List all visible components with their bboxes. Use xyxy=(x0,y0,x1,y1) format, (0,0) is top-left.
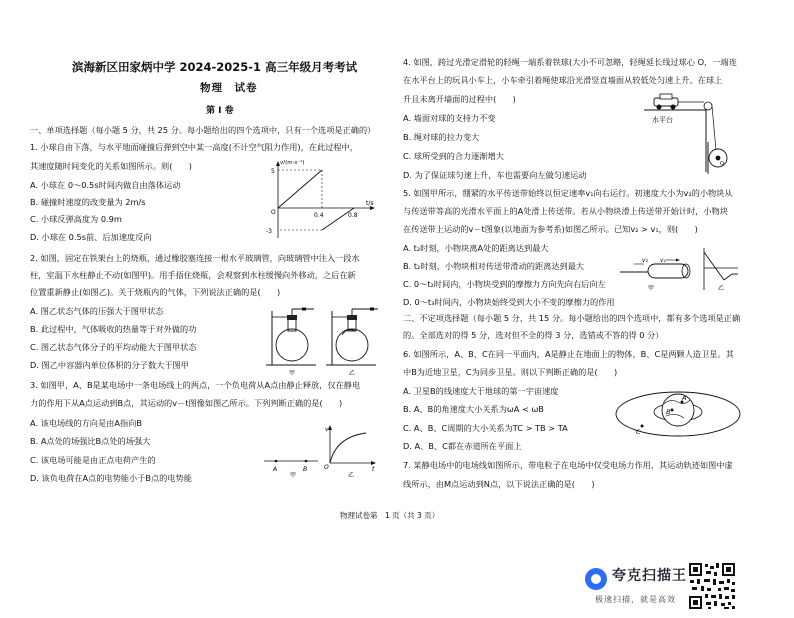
q6-option-d: D. A、B、C都在赤道所在平面上 xyxy=(403,441,522,451)
q5-label-jia: 甲 xyxy=(648,285,655,292)
q6-option-b: B. A、B的角速度大小关系为ωA < ωB xyxy=(403,404,544,414)
q5-label-v1: v₁ xyxy=(660,257,666,264)
q1-graph-x08: 0.8 xyxy=(348,212,358,219)
q3-graph-v: v xyxy=(325,426,329,433)
part-title: 第 I 卷 xyxy=(206,106,234,116)
q1-option-d: D. 小球在 0.5s前、后加速度反向 xyxy=(30,232,152,242)
q5-option-a: A. t₂时刻，小物块离A处的距离达到最大 xyxy=(403,243,549,253)
q4-stem-line1: 4. 如图，跨过光滑定滑轮的轻绳一端系着铁球(大小不可忽略，轻绳延长线过球心 O，一端连 xyxy=(403,57,737,67)
q5-option-b: B. t₂时刻，小物块相对传送带滑动的距离达到最大 xyxy=(403,261,585,271)
q4-pulley-diagram xyxy=(640,92,732,176)
q3-label-b: B xyxy=(303,466,308,473)
q5-label-v2: v₂ xyxy=(642,257,648,264)
q2-option-b: B. 此过程中，气体吸收的热量等于对外做的功 xyxy=(30,324,197,334)
q6-label-b: B xyxy=(666,408,671,416)
q3-option-d: D. 该负电荷在A点的电势能小于B点的电势能 xyxy=(30,473,192,483)
q6-option-a: A. 卫星B的线速度大于地球的第一宇宙速度 xyxy=(403,386,559,396)
q1-option-b: B. 碰撞时速度的改变量为 2m/s xyxy=(30,197,146,207)
q3-option-b: B. A点处的场强比B点处的场强大 xyxy=(30,436,151,446)
q3-label-a: A xyxy=(273,466,278,473)
q3-label-yi: 乙 xyxy=(348,472,355,479)
q4-label-o: O xyxy=(720,161,724,167)
scanner-slogan: 极速扫描，就是高效 xyxy=(595,595,676,604)
q1-graph-origin: O xyxy=(271,209,276,216)
q4-stem-line3: 升且未离开墙面的过程中( ) xyxy=(403,94,516,104)
q6-orbit-diagram xyxy=(612,380,744,448)
q4-stem-line2: 在水平台上的玩具小车上，小车牵引着绳使球沿光滑竖直墙面从较低处匀速上升。在球上 xyxy=(403,75,723,85)
q2-stem-line3: 位置重新静止(如图乙)。关于烧瓶内的气体，下列说法正确的是( ) xyxy=(30,287,281,297)
q6-option-c: C. A、B、C周期的大小关系为TC > TB > TA xyxy=(403,423,568,433)
q1-stem-line2: 其速度随时间变化的关系如图所示。则( ) xyxy=(30,161,192,171)
q7-stem-line2: 线所示，由M点运动到N点，以下说法正确的是( ) xyxy=(403,479,595,489)
section2-heading-line2: 的。全部选对的得 5 分，选对但不全的得 3 分，选错或不答的得 0 分） xyxy=(403,330,664,340)
qr-code-icon xyxy=(688,562,736,610)
q2-option-a: A. 图乙状态气体的压强大于图甲状态 xyxy=(30,306,164,316)
q3-label-jia: 甲 xyxy=(290,472,297,479)
q4-platform-label: 水平台 xyxy=(652,116,673,124)
q2-flask-diagram xyxy=(262,305,382,377)
q1-stem-line1: 1. 小球自由下落，与水平地面碰撞后弹到空中某一高度(不计空气阻力作用)，在此过程中， xyxy=(30,142,358,152)
q1-option-c: C. 小球反弹高度为 0.9m xyxy=(30,214,122,224)
q4-option-b: B. 绳对球的拉力变大 xyxy=(403,132,480,142)
q2-option-d: D. 图乙中容器内单位体积的分子数大于图甲 xyxy=(30,360,189,370)
q6-label-a: A xyxy=(682,394,687,402)
q2-stem-line1: 2. 如图，固定在铁架台上的烧瓶，通过橡胶塞连接一根水平玻璃管，向玻璃管中注入一段水 xyxy=(30,253,360,263)
q5-label-yi: 乙 xyxy=(718,285,725,292)
q3-field-line-diagram xyxy=(262,425,380,477)
q4-option-a: A. 墙面对球的支持力不变 xyxy=(403,113,496,123)
q1-graph-ym3: -3 xyxy=(266,228,272,235)
q3-stem-line1: 3. 如图甲，A、B是某电场中一条电场线上的两点，一个负电荷从A点由静止释放，仅在静电 xyxy=(30,380,361,390)
q6-label-c: C xyxy=(636,428,641,436)
q2-stem-line2: 柱，室温下水柱静止不动(如图甲)。用手捂住烧瓶，会观察到水柱缓慢向外移动，之后在新 xyxy=(30,270,356,280)
q1-vt-graph xyxy=(268,158,378,248)
q1-graph-xlabel: t/s xyxy=(366,200,374,207)
q3-graph-t: t xyxy=(372,466,375,473)
q5-option-c: C. 0～t₂时间内，小物块受到的摩擦力方向先向右后向左 xyxy=(403,279,606,289)
q5-stem-line1: 5. 如图甲所示，绷紧的水平传送带始终以恒定速率v₁向右运行。初速度大小为v₂的小物块从 xyxy=(403,188,733,198)
q5-stem-line2: 与传送带等高的光滑水平面上的A处滑上传送带。若从小物块滑上传送带开始计时，小物块 xyxy=(403,206,728,216)
section2-heading-line1: 二、不定项选择题（每小题 5 分，共 15 分。每小题给出的四个选项中，都有多个选项是正确 xyxy=(403,313,741,323)
q5-option-d: D. 0～t₃时间内，小物块始终受到大小不变的摩擦力的作用 xyxy=(403,297,615,307)
q1-option-a: A. 小球在 0～0.5s时间内做自由落体运动 xyxy=(30,180,181,190)
q2-option-c: C. 图乙状态气体分子的平均动能大于图甲状态 xyxy=(30,342,197,352)
q3-graph-origin: O xyxy=(324,464,329,471)
q2-label-jia: 甲 xyxy=(289,370,296,377)
q6-stem-line2: 中B为近地卫星，C为同步卫星。则以下判断正确的是( ) xyxy=(403,367,618,377)
subject-title: 物理 试卷 xyxy=(200,82,258,94)
q5-conveyor-diagram xyxy=(620,246,740,292)
q4-option-d: D. 为了保证球匀速上升，车也需要向左做匀速运动 xyxy=(403,170,587,180)
section1-heading: 一、单项选择题（每小题 5 分，共 25 分。每小题给出的四个选项中，只有一个选项是正确的） xyxy=(30,125,376,135)
q1-graph-y5: 5 xyxy=(271,168,275,175)
q1-graph-ylabel: v/(m·s⁻¹) xyxy=(280,160,305,166)
exam-title: 滨海新区田家炳中学 2024-2025-1 高三年级月考考试 xyxy=(72,60,358,74)
scanner-brand-name: 夸克扫描王 xyxy=(612,568,687,584)
q1-graph-x04: 0.4 xyxy=(314,212,324,219)
q3-option-a: A. 该电场线的方向是由A指向B xyxy=(30,418,142,428)
q6-stem-line1: 6. 如图所示，A、B、C在同一平面内，A是静止在地面上的物体，B、C是两颗人造卫星。其 xyxy=(403,349,734,359)
q7-stem-line1: 7. 某静电场中的电场线如图所示，带电粒子在电场中仅受电场力作用，其运动轨迹如图中虚 xyxy=(403,460,733,470)
q2-label-yi: 乙 xyxy=(349,370,356,377)
q3-option-c: C. 该电场可能是由正点电荷产生的 xyxy=(30,455,156,465)
q3-stem-line2: 力的作用下从A点运动到B点，其运动的v－t图像如图乙所示。下列判断正确的是( ) xyxy=(30,398,343,408)
scanner-logo-icon-inner xyxy=(591,574,601,584)
page-footer: 物理试卷第 1 页（共 3 页） xyxy=(340,511,440,520)
q4-option-c: C. 球所受到的合力逐渐增大 xyxy=(403,151,504,161)
q5-stem-line3: 在传送带上运动的v－t图象(以地面为参考系)如图乙所示。已知v₂ > v₁，则( ) xyxy=(403,224,698,234)
